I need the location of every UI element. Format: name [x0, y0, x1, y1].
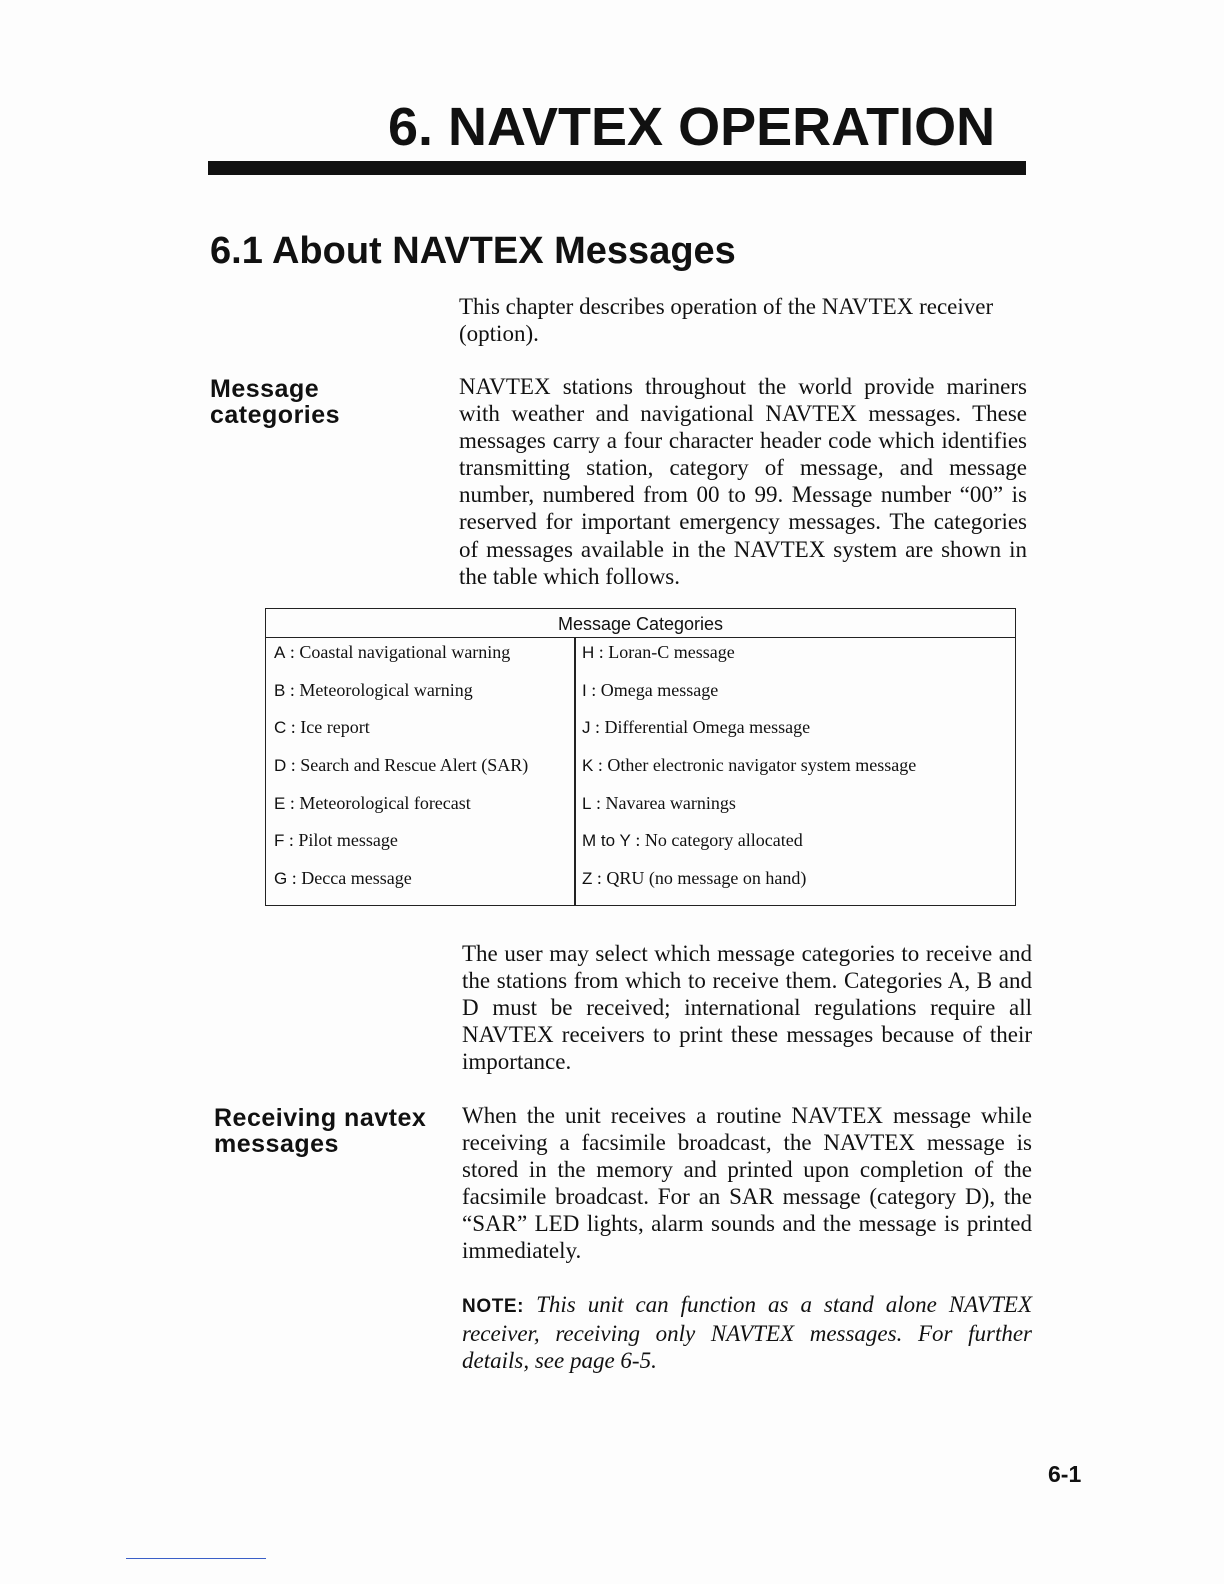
footer-rule [126, 1558, 266, 1559]
note-label: NOTE: [462, 1296, 525, 1317]
category-separator: : [590, 717, 605, 738]
category-description: Loran-C message [608, 642, 735, 662]
category-description: No category allocated [644, 830, 803, 851]
category-separator: : [286, 717, 301, 738]
table-column-divider [574, 638, 576, 905]
category-row [274, 793, 528, 831]
table-right-column [582, 642, 916, 906]
category-code: D [274, 756, 287, 776]
category-row [274, 717, 528, 755]
category-code: L [582, 793, 592, 813]
category-code: J [582, 718, 591, 738]
category-code: H [582, 643, 595, 662]
category-row [274, 680, 528, 718]
category-row [274, 830, 528, 868]
category-row [582, 680, 916, 718]
category-code: G [274, 869, 288, 889]
category-code: K [582, 756, 594, 776]
table-left-column [274, 642, 528, 906]
table-title: Message Categories [266, 609, 1015, 638]
section-title: 6.1 About NAVTEX Messages [210, 230, 736, 272]
note-body: This unit can function as a stand alone NAVTEX receiver, receiving only NAVTEX messages. For further details, see page 6-5. [462, 1292, 1033, 1374]
category-code: I [582, 680, 587, 700]
category-code: F [274, 831, 285, 851]
page-number: 6-1 [1048, 1461, 1082, 1487]
category-selection-paragraph: The user may select which message categories to receive and the stations from which to receive them. Categories A, B and D must be received; international regulations require all NAVTEX receivers to print these messages because of their importance. [462, 941, 1032, 1075]
category-description: Navarea warnings [605, 792, 736, 813]
message-categories-table [265, 608, 1016, 906]
category-separator: : [286, 755, 301, 776]
category-separator: : [592, 868, 607, 889]
category-code: M to Y [582, 831, 631, 851]
category-code: A [274, 643, 286, 662]
category-row [582, 755, 916, 793]
category-description: Differential Omega message [604, 717, 811, 738]
category-row [582, 868, 916, 906]
note-paragraph [462, 1291, 1032, 1374]
category-code: Z [582, 869, 593, 889]
category-row [274, 755, 528, 793]
chapter-title: 6. NAVTEX OPERATION [388, 97, 996, 157]
category-separator: : [586, 679, 601, 700]
category-separator: : [630, 830, 645, 851]
intro-paragraph: This chapter describes operation of the NAVTEX receiver (option). [459, 294, 994, 347]
category-separator: : [591, 792, 606, 813]
category-description: Other electronic navigator system message [607, 755, 917, 776]
category-code: E [274, 793, 286, 813]
category-code: C [274, 718, 287, 738]
category-description: Pilot message [298, 830, 398, 851]
category-description: Meteorological warning [299, 679, 473, 700]
category-separator: : [594, 642, 609, 662]
category-separator: : [284, 830, 299, 851]
category-separator: : [287, 868, 302, 889]
chapter-title-rule [208, 161, 1026, 175]
category-description: Ice report [300, 717, 370, 738]
category-row [274, 868, 528, 906]
receiving-navtex-heading: Receiving navtex messages [214, 1104, 427, 1158]
category-row [582, 717, 916, 755]
message-categories-paragraph: NAVTEX stations throughout the world provide mariners with weather and navigational NAVTEX messages. These messages carry a four character header code which identifies transmitting station, category of message, and message number, numbered from 00 to 99. Message number “00” is reserved for important emergency messages. The categories of messages available in the NAVTEX system are shown in the table which follows. [459, 374, 1027, 589]
category-separator: : [285, 642, 300, 662]
category-description: Coastal navigational warning [299, 642, 511, 662]
category-description: QRU (no message on hand) [606, 868, 807, 889]
category-row [582, 642, 916, 680]
category-code: B [274, 680, 286, 700]
category-row [274, 642, 528, 680]
category-separator: : [285, 679, 300, 700]
category-description: Search and Rescue Alert (SAR) [300, 755, 529, 776]
category-description: Omega message [600, 679, 719, 700]
category-row [582, 793, 916, 831]
category-row [582, 830, 916, 868]
category-separator: : [593, 755, 608, 776]
receiving-navtex-paragraph: When the unit receives a routine NAVTEX message while receiving a facsimile broadcast, the NAVTEX message is stored in the memory and printed upon completion of the facsimile broadcast. For an SAR message (category D), the “SAR” LED lights, alarm sounds and the message is printed immediately. [462, 1103, 1032, 1264]
message-categories-heading: Message categories [210, 375, 341, 429]
category-separator: : [285, 792, 300, 813]
category-description: Meteorological forecast [299, 792, 471, 813]
category-description: Decca message [301, 868, 412, 889]
